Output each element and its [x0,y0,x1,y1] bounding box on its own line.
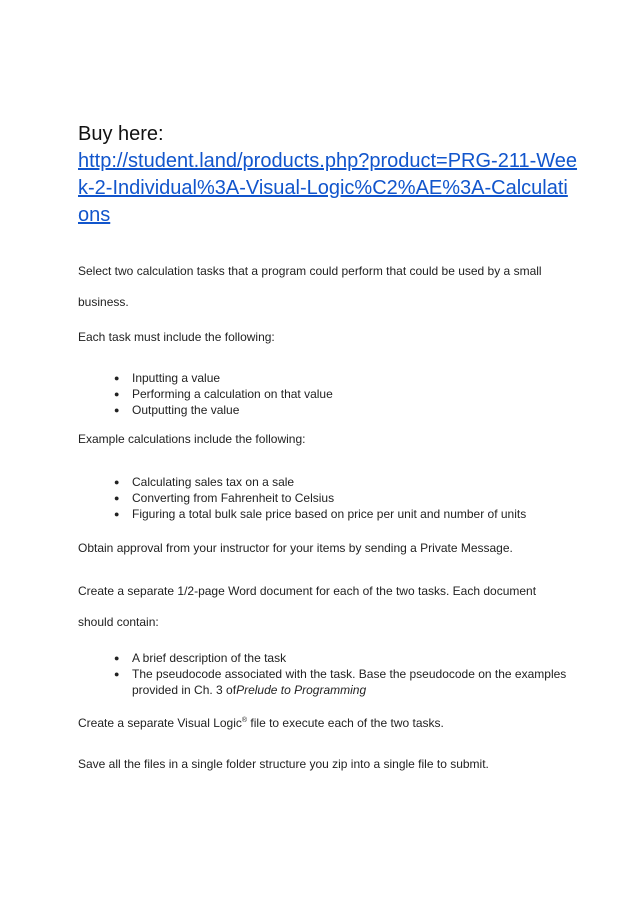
example-intro-paragraph: Example calculations include the following: [78,432,306,446]
bullet-icon: ● [114,477,120,487]
bullet-icon: ● [114,373,120,383]
bullet-icon: ● [114,389,120,399]
list-item: ● Performing a calculation on that value [114,387,333,401]
book-title: Prelude to Programming [236,683,367,697]
bullet-icon: ● [114,653,120,663]
list-item: ● Figuring a total bulk sale price based on price per unit and number of units [114,507,527,521]
list-item: ● Calculating sales tax on a sale [114,475,295,489]
bullet-icon: ● [114,405,120,415]
bullet-icon: ● [114,509,120,519]
task-intro-paragraph: Each task must include the following: [78,330,275,344]
visual-logic-paragraph: Create a separate Visual Logic® file to execute each of the two tasks. [78,716,444,730]
registered-mark: ® [241,717,248,724]
list-item: ● The pseudocode associated with the task. Base the pseudocode on the examples provided in Ch. 3 ofPrelude to Programming [114,667,567,697]
list-item: ● Inputting a value [114,371,221,385]
example-calculations-list [78,474,568,522]
approval-paragraph: Obtain approval from your instructor for your items by sending a Private Message. [78,541,513,555]
bullet-icon: ● [114,669,120,679]
list-item: ● A brief description of the task [114,651,287,665]
save-instructions-paragraph: Save all the files in a single folder structure you zip into a single file to submit. [78,757,489,771]
list-item: ● Converting from Fahrenheit to Celsius [114,491,335,505]
list-item: ● Outputting the value [114,403,240,417]
bullet-icon: ● [114,493,120,503]
intro-paragraph: Select two calculation tasks that a program could perform that could be used by a small business. [78,264,542,309]
document-intro-paragraph: Create a separate 1/2-page Word document for each of the two tasks. Each document should contain: [78,584,537,629]
document-contents-list [78,650,568,698]
product-link[interactable]: http://student.land/products.php?product=PRG-211-Week-2-Individual%3A-Visual-Logic%C2%AE%3A-Calculations [78,150,578,226]
buy-here-heading: Buy here: [78,123,164,145]
task-requirements-list [78,370,568,418]
